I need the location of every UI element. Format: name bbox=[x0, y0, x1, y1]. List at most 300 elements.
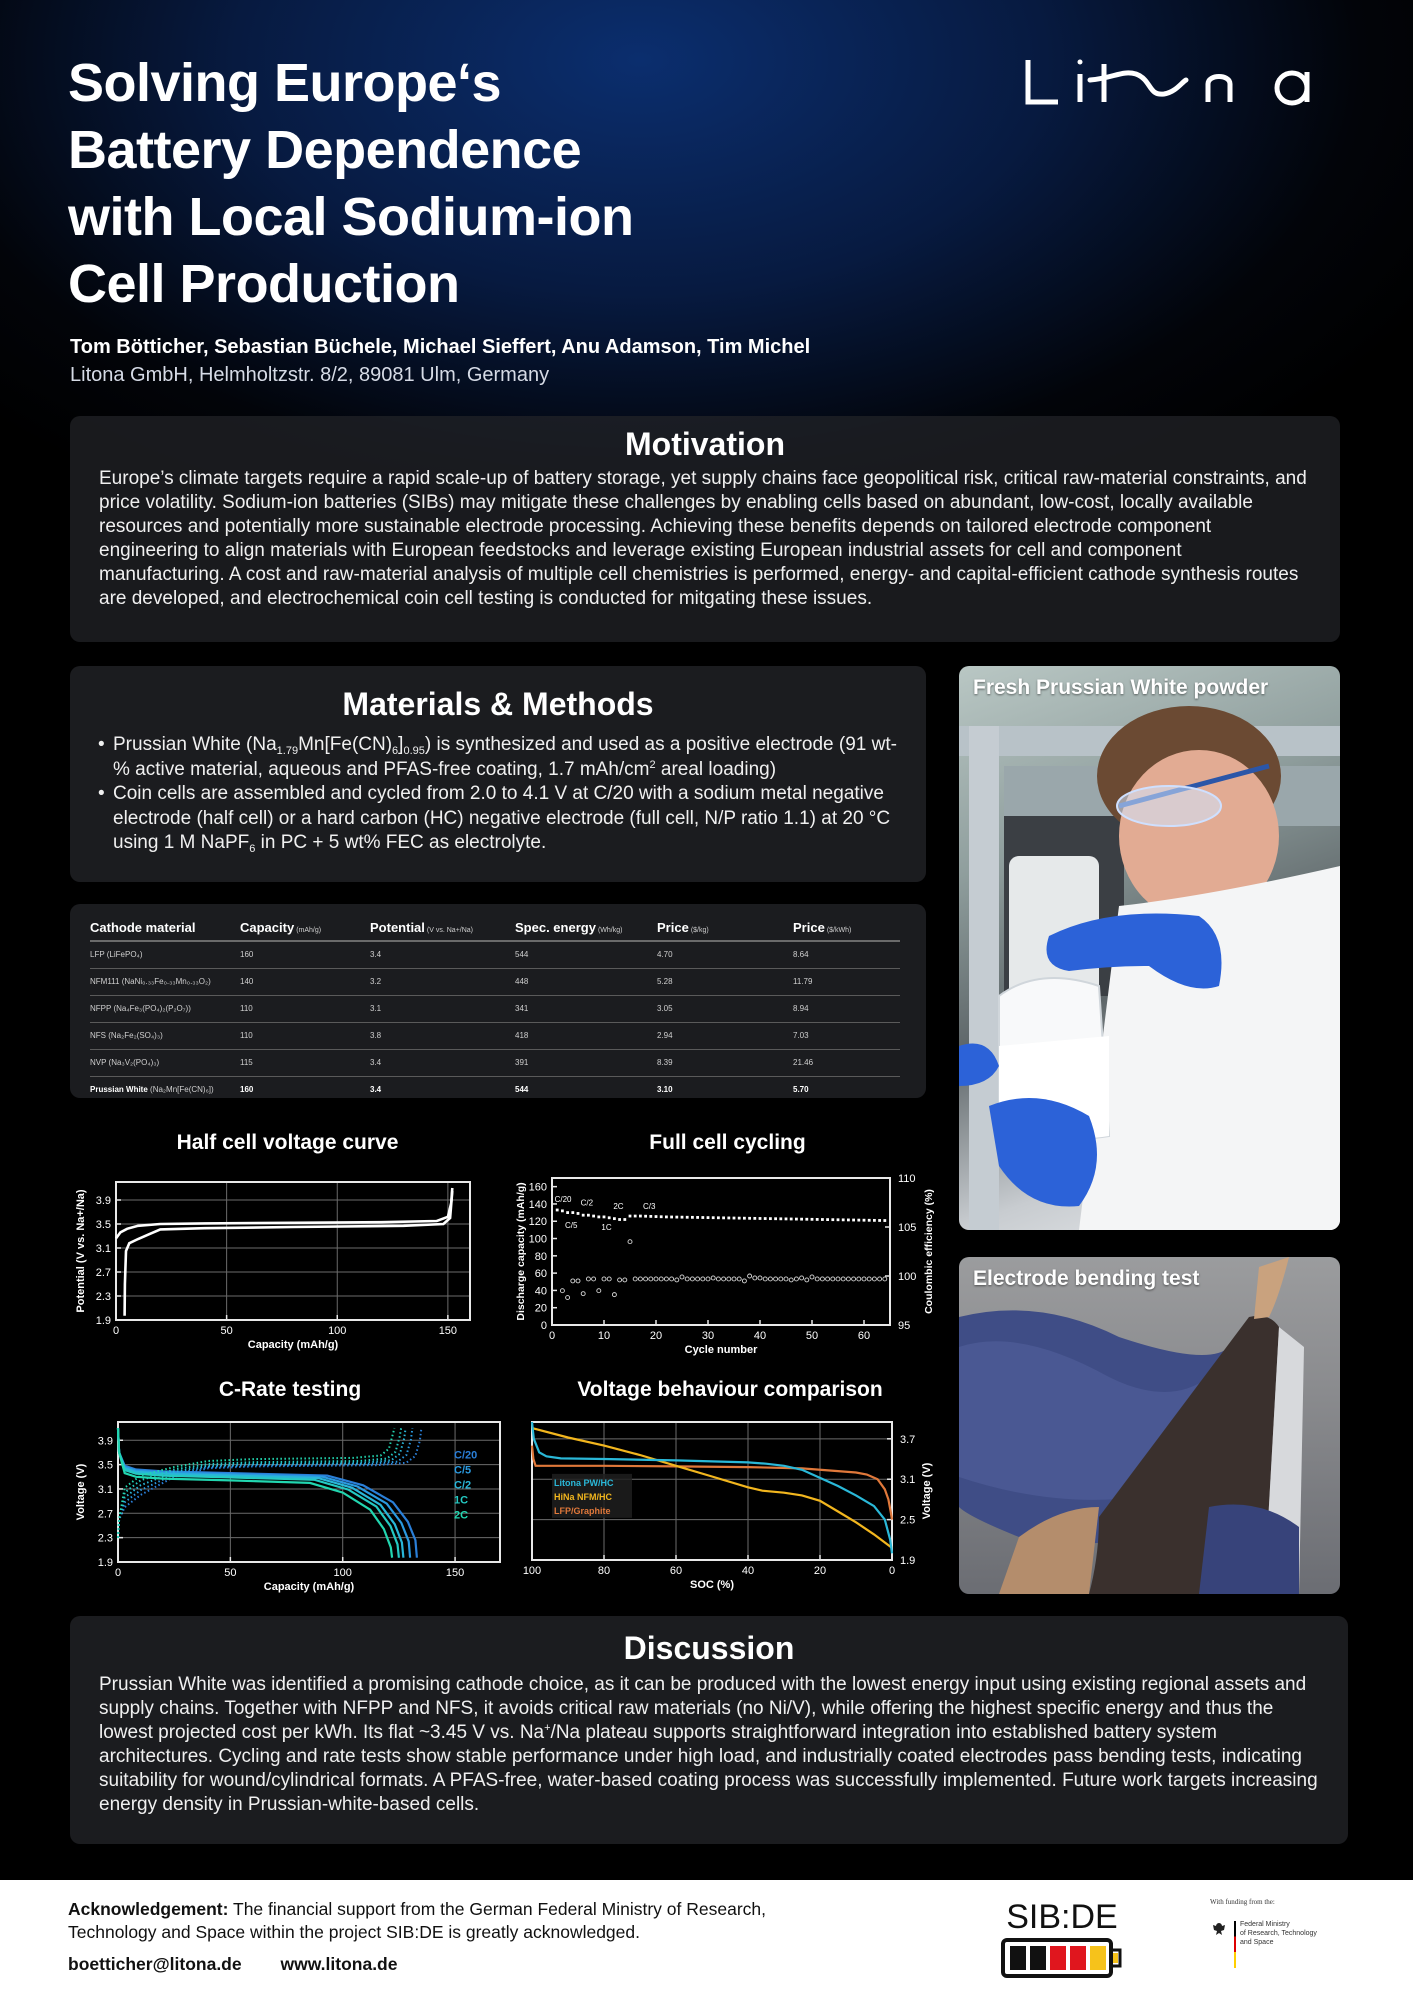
header-label: Cathode material bbox=[90, 920, 196, 935]
motivation-text: Europe’s climate targets require a rapid scale-up of battery storage, yet supply chains face geopolitical risk, critical raw-material constraints, and price volatility. Sodium-ion batteries (SIBs) may mitigate these challenges by enabling cells based on abundant, low-cost, locally available resources and potentially more sustainable electrode processing. Achieving these benefits depends on tailored electrode component engineering to align materials with European feedstocks and leverage existing European industrial assets for cell and component manufacturing. A cost and raw-material analysis of multiple cell chemistries is performed, energy- and capital-efficient cathode synthesis routes are developed, and electrochemical coin cell testing is conducted for mitgating these issues. bbox=[99, 468, 1307, 609]
capacity-point bbox=[826, 1218, 829, 1221]
header-unit: ($/kWh) bbox=[826, 927, 852, 934]
efficiency-point bbox=[774, 1277, 778, 1281]
y-tick-label: 160 bbox=[528, 1181, 547, 1194]
cell-capacity: 140 bbox=[240, 969, 370, 996]
efficiency-point bbox=[633, 1277, 637, 1281]
efficiency-point bbox=[696, 1277, 700, 1281]
efficiency-point bbox=[711, 1276, 715, 1280]
cell-cathode-material bbox=[90, 1077, 240, 1104]
capacity-point bbox=[821, 1218, 824, 1221]
cathode-table bbox=[90, 914, 900, 1103]
efficiency-point bbox=[680, 1275, 684, 1279]
header-label: Price bbox=[657, 920, 689, 935]
y-axis-label: Voltage (V) bbox=[75, 1463, 87, 1521]
title-line: with Local Sodium-ion bbox=[68, 187, 634, 247]
subscript: 6 bbox=[392, 745, 399, 757]
half-cell-chart-title: Half cell voltage curve bbox=[176, 1131, 399, 1154]
charge-curve bbox=[118, 1428, 406, 1538]
capacity-point bbox=[701, 1216, 704, 1219]
cell-capacity: 160 bbox=[240, 1085, 254, 1094]
affiliation: Litona GmbH, Helmholtzstr. 8/2, 89081 Ulm, Germany bbox=[70, 364, 550, 386]
methods-panel bbox=[70, 666, 926, 882]
efficiency-point bbox=[742, 1279, 746, 1283]
efficiency-point bbox=[852, 1277, 856, 1281]
rate-annotation: C/5 bbox=[565, 1221, 578, 1231]
table-header-cell bbox=[90, 914, 240, 941]
acknowledgement bbox=[68, 1898, 828, 1944]
y-axis-label: Potential (V vs. Na+/Na) bbox=[75, 1189, 87, 1313]
y-right-tick-label: 100 bbox=[898, 1271, 917, 1283]
efficiency-point bbox=[649, 1277, 653, 1281]
capacity-point bbox=[649, 1215, 652, 1218]
y-tick-label: 0 bbox=[540, 1320, 547, 1332]
x-tick-label: 80 bbox=[597, 1565, 611, 1577]
legend-label: C/20 bbox=[454, 1449, 478, 1462]
text-run: Prussian White was identified a promising cathode choice, as it can be produced with the lowest energy input using existing regional assets and supply chains. Together with NFPP and NFS, it avoids critical raw materials (no Ni/V), while offering the highest specific energy and thus the lowest projected cost per kWh. Its flat ~3.45 V vs. Na bbox=[99, 1674, 1307, 1743]
table-header-cell bbox=[793, 914, 900, 941]
y-tick-label: 40 bbox=[534, 1285, 547, 1298]
capacity-point bbox=[743, 1217, 746, 1220]
efficiency-point bbox=[618, 1278, 622, 1282]
table-row bbox=[90, 1077, 900, 1104]
y-tick-label: 120 bbox=[528, 1216, 547, 1229]
efficiency-point bbox=[654, 1277, 658, 1281]
full-cell-chart bbox=[510, 1160, 940, 1370]
capacity-point bbox=[831, 1218, 834, 1221]
efficiency-point bbox=[826, 1277, 830, 1281]
rate-annotation: C/3 bbox=[643, 1202, 656, 1212]
capacity-point bbox=[571, 1211, 574, 1214]
y-tick-label: 80 bbox=[534, 1250, 547, 1263]
cell-potential: 3.8 bbox=[370, 1023, 515, 1050]
funding-label: With funding from the: bbox=[1210, 1898, 1275, 1906]
table-row bbox=[90, 941, 900, 969]
efficiency-point bbox=[758, 1276, 762, 1280]
legend-label: C/5 bbox=[454, 1464, 472, 1477]
legend-label: Litona PW/HC bbox=[554, 1477, 614, 1488]
text-run: ] bbox=[398, 734, 404, 755]
y-tick-label: 20 bbox=[534, 1302, 547, 1315]
capacity-point bbox=[686, 1216, 689, 1219]
y-tick-label: 1.9 bbox=[97, 1557, 113, 1569]
capacity-point bbox=[587, 1214, 590, 1217]
half-cell-chart bbox=[70, 1160, 470, 1370]
y-right-tick-label: 105 bbox=[898, 1222, 917, 1234]
efficiency-point bbox=[628, 1240, 632, 1244]
x-tick-label: 150 bbox=[438, 1325, 458, 1337]
efficiency-point bbox=[644, 1277, 648, 1281]
capacity-point bbox=[634, 1215, 637, 1218]
legend-label: 2C bbox=[454, 1509, 469, 1522]
contact-info bbox=[68, 1954, 431, 1975]
efficiency-point bbox=[566, 1296, 570, 1300]
cell-energy: 544 bbox=[515, 941, 657, 969]
cell-potential: 3.4 bbox=[370, 941, 515, 969]
cell-potential: 3.2 bbox=[370, 969, 515, 996]
y-tick-label: 2.7 bbox=[95, 1267, 111, 1279]
y-tick-label: 3.7 bbox=[900, 1433, 916, 1446]
material-formula: (Na₂Fe₂(SO₄)₃) bbox=[108, 1031, 163, 1040]
voltage-comparison-chart bbox=[520, 1410, 940, 1605]
material-name: Prussian White bbox=[90, 1085, 148, 1094]
table-row bbox=[90, 969, 900, 996]
x-tick-label: 0 bbox=[114, 1567, 122, 1579]
capacity-point bbox=[764, 1217, 767, 1220]
ministry-name bbox=[1240, 1920, 1340, 1947]
header-unit: (V vs. Na+/Na) bbox=[426, 927, 474, 934]
capacity-point bbox=[852, 1219, 855, 1222]
capacity-point bbox=[691, 1216, 694, 1219]
efficiency-point bbox=[690, 1277, 694, 1281]
text-run: /Na plateau supports straightforward integration into established battery system architectures. Cycling and rate tests show stable performance under high load, and industrially coated electrodes pass bending tests, indicating suitability for wound/cylindrical formats. A PFAS-free, water-based coating process was successfully implemented. Future work targets increasing energy density in Prussian-white-based cells. bbox=[99, 1722, 1318, 1815]
capacity-point bbox=[748, 1217, 751, 1220]
capacity-point bbox=[623, 1218, 626, 1221]
sibde-logo-text: SIB:DE bbox=[1006, 1898, 1118, 1936]
federal-eagle-icon bbox=[1212, 1922, 1226, 1936]
series-line-charge bbox=[116, 1188, 452, 1238]
x-axis-label: SOC (%) bbox=[690, 1579, 734, 1591]
methods-bullet bbox=[98, 782, 906, 856]
photo-prussian-white-powder bbox=[959, 666, 1340, 1230]
legend-label: C/2 bbox=[454, 1479, 472, 1492]
efficiency-point bbox=[602, 1277, 606, 1281]
header-label: Price bbox=[793, 920, 825, 935]
capacity-point bbox=[608, 1216, 611, 1219]
rate-annotation: C/20 bbox=[554, 1195, 572, 1205]
y-tick-label: 60 bbox=[534, 1268, 547, 1281]
efficiency-point bbox=[805, 1278, 809, 1282]
efficiency-point bbox=[836, 1277, 840, 1281]
legend-label: HiNa NFM/HC bbox=[554, 1491, 612, 1502]
photo-caption: Electrode bending test bbox=[973, 1267, 1200, 1290]
title-line: Solving Europe‘s bbox=[68, 53, 502, 113]
capacity-point bbox=[561, 1209, 564, 1212]
material-formula: (NaNi₀.₃₃Fe₀.₃₃Mn₀.₃₃O₂) bbox=[121, 977, 211, 986]
material-formula: (Na₂Mn[Fe(CN)₆]) bbox=[150, 1085, 214, 1094]
photo-electrode-bending bbox=[959, 1257, 1340, 1594]
x-tick-label: 40 bbox=[741, 1565, 755, 1577]
capacity-point bbox=[863, 1219, 866, 1222]
efficiency-point bbox=[883, 1277, 887, 1281]
efficiency-point bbox=[607, 1277, 611, 1281]
x-tick-label: 20 bbox=[813, 1565, 827, 1577]
table-header-cell bbox=[657, 914, 793, 941]
voltage-comparison-chart-title: Voltage behaviour comparison bbox=[577, 1378, 883, 1401]
material-name: NFPP bbox=[90, 1004, 112, 1013]
email-link[interactable]: boetticher@litona.de bbox=[68, 1954, 242, 1974]
capacity-point bbox=[603, 1216, 606, 1219]
table-row bbox=[90, 996, 900, 1023]
header-label: Potential bbox=[370, 920, 425, 935]
x-tick-label: 40 bbox=[753, 1330, 767, 1342]
capacity-point bbox=[738, 1217, 741, 1220]
capacity-point bbox=[707, 1216, 710, 1219]
header-label: Capacity bbox=[240, 920, 295, 935]
efficiency-point bbox=[592, 1277, 596, 1281]
cell-cathode-material bbox=[90, 996, 240, 1023]
table-header-cell bbox=[370, 914, 515, 941]
cell-potential: 3.4 bbox=[370, 1050, 515, 1077]
capacity-point bbox=[665, 1216, 668, 1219]
cell-cathode-material bbox=[90, 969, 240, 996]
capacity-point bbox=[629, 1215, 632, 1218]
efficiency-point bbox=[857, 1277, 861, 1281]
text-run: areal loading) bbox=[655, 758, 777, 780]
efficiency-point bbox=[820, 1277, 824, 1281]
efficiency-point bbox=[675, 1278, 679, 1282]
motivation-heading: Motivation bbox=[625, 426, 785, 462]
x-tick-label: 50 bbox=[805, 1330, 819, 1342]
plot-frame bbox=[118, 1422, 500, 1562]
text-run: in PC + 5 wt% FEC as electrolyte. bbox=[255, 832, 547, 853]
rate-annotation: C/2 bbox=[580, 1198, 594, 1208]
y-right-tick-label: 95 bbox=[898, 1320, 911, 1332]
cell-cathode-material bbox=[90, 941, 240, 969]
subscript: 0.95 bbox=[403, 745, 425, 757]
efficiency-point bbox=[560, 1289, 564, 1293]
material-formula: (Na₄Fe₃(PO₄)₂(P₂O₇)) bbox=[113, 1004, 191, 1013]
cell-cathode-material bbox=[90, 1023, 240, 1050]
capacity-point bbox=[847, 1219, 850, 1222]
cell-price-kg: 3.10 bbox=[657, 1085, 673, 1094]
german-flag-bar bbox=[1234, 1921, 1236, 1968]
efficiency-point bbox=[748, 1274, 752, 1278]
y-right-tick-label: 110 bbox=[898, 1173, 916, 1185]
efficiency-point bbox=[831, 1277, 835, 1281]
c-rate-chart bbox=[70, 1410, 510, 1605]
capacity-point bbox=[582, 1214, 585, 1217]
discharge-curve bbox=[118, 1428, 410, 1558]
cathode-table-panel bbox=[70, 904, 926, 1098]
cell-price-kwh: 8.64 bbox=[793, 941, 900, 969]
methods-bullet bbox=[98, 733, 906, 782]
efficiency-point bbox=[727, 1277, 731, 1281]
title-line: Cell Production bbox=[68, 254, 460, 314]
capacity-point bbox=[811, 1218, 814, 1221]
y-tick-label: 3.5 bbox=[97, 1459, 113, 1472]
efficiency-point bbox=[716, 1277, 720, 1281]
efficiency-point bbox=[794, 1277, 798, 1281]
capacity-point bbox=[655, 1215, 658, 1218]
efficiency-point bbox=[872, 1277, 876, 1281]
efficiency-point bbox=[867, 1277, 871, 1281]
capacity-point bbox=[613, 1217, 616, 1220]
header-unit: (Wh/kg) bbox=[597, 927, 623, 934]
text-run: ) is synthesized and used as a positive electrode (91 wt-% active material, aqueous and PFAS-free coating, 1.7 mAh/cm bbox=[113, 734, 897, 780]
y-tick-label: 3.1 bbox=[97, 1483, 113, 1496]
efficiency-point bbox=[800, 1276, 804, 1280]
material-name: NVP bbox=[90, 1058, 107, 1067]
capacity-point bbox=[577, 1212, 580, 1215]
superscript: + bbox=[544, 1722, 551, 1734]
website-link[interactable]: www.litona.de bbox=[280, 1954, 398, 1974]
x-tick-label: 100 bbox=[333, 1567, 352, 1579]
capacity-point bbox=[597, 1216, 600, 1219]
y-tick-label: 1.9 bbox=[95, 1315, 111, 1327]
capacity-point bbox=[681, 1216, 684, 1219]
sibde-logo bbox=[1000, 1894, 1124, 1984]
capacity-point bbox=[769, 1217, 772, 1220]
full-cell-chart-title: Full cell cycling bbox=[649, 1131, 806, 1154]
y-tick-label: 3.1 bbox=[95, 1243, 111, 1255]
capacity-point bbox=[618, 1218, 621, 1221]
material-name: LFP bbox=[90, 950, 105, 959]
bending-scene-illustration bbox=[959, 1257, 1340, 1594]
cell-price-kg: 3.05 bbox=[657, 996, 793, 1023]
lab-scene-illustration bbox=[959, 666, 1340, 1230]
efficiency-point bbox=[586, 1277, 590, 1281]
material-formula: (Na₃V₂(PO₄)₃) bbox=[108, 1058, 160, 1067]
efficiency-point bbox=[706, 1277, 710, 1281]
y-tick-label: 2.3 bbox=[95, 1291, 111, 1303]
c-rate-chart-title: C-Rate testing bbox=[218, 1378, 362, 1401]
y-tick-label: 2.5 bbox=[900, 1514, 916, 1527]
text-run: Coin cells are assembled and cycled from 2.0 to 4.1 V at C/20 with a sodium metal negative electrode (half cell) or a hard carbon (HC) negative electrode (full cell, N/P ratio 1.1) at 20 °C using 1 M NaPF bbox=[113, 783, 891, 853]
plot-frame bbox=[116, 1182, 470, 1320]
material-name: NFS bbox=[90, 1031, 106, 1040]
ack-label: Acknowledgement: bbox=[68, 1899, 229, 1919]
cell-energy: 448 bbox=[515, 969, 657, 996]
efficiency-point bbox=[779, 1277, 783, 1281]
authors: Tom Bötticher, Sebastian Büchele, Michael Sieffert, Anu Adamson, Tim Michel bbox=[70, 336, 811, 358]
cell-energy: 418 bbox=[515, 1023, 657, 1050]
efficiency-point bbox=[753, 1276, 757, 1280]
efficiency-point bbox=[768, 1277, 772, 1281]
x-tick-label: 0 bbox=[548, 1330, 556, 1342]
y-right-axis-label: Coulombic efficiency (%) bbox=[923, 1189, 935, 1314]
x-tick-label: 0 bbox=[888, 1565, 896, 1577]
superscript: 2 bbox=[649, 758, 656, 771]
capacity-point bbox=[675, 1216, 678, 1219]
capacity-point bbox=[883, 1219, 886, 1222]
capacity-point bbox=[733, 1217, 736, 1220]
x-tick-label: 50 bbox=[220, 1325, 233, 1337]
litona-logo bbox=[1024, 52, 1344, 108]
efficiency-point bbox=[623, 1278, 627, 1282]
legend-label: LFP/Graphite bbox=[554, 1505, 611, 1516]
capacity-point bbox=[842, 1218, 845, 1221]
cell-capacity: 115 bbox=[240, 1050, 370, 1077]
cell-price-kg: 5.28 bbox=[657, 969, 793, 996]
capacity-point bbox=[592, 1215, 595, 1218]
motivation-panel bbox=[70, 416, 1340, 642]
efficiency-point bbox=[722, 1277, 726, 1281]
cell-price-kg: 8.39 bbox=[657, 1050, 793, 1077]
efficiency-point bbox=[576, 1279, 580, 1283]
x-tick-label: 150 bbox=[445, 1567, 465, 1579]
efficiency-point bbox=[581, 1292, 585, 1296]
material-name: NFM111 bbox=[90, 977, 120, 986]
capacity-point bbox=[785, 1218, 788, 1221]
y-axis-label: Voltage (V) bbox=[921, 1462, 933, 1520]
efficiency-point bbox=[597, 1289, 601, 1293]
efficiency-point bbox=[701, 1277, 705, 1281]
efficiency-point bbox=[659, 1277, 663, 1281]
efficiency-point bbox=[612, 1293, 616, 1297]
cell-capacity: 110 bbox=[240, 1023, 370, 1050]
x-axis-label: Cycle number bbox=[684, 1344, 758, 1356]
capacity-point bbox=[753, 1217, 756, 1220]
y-tick-label: 100 bbox=[528, 1233, 547, 1246]
photo-caption: Fresh Prussian White powder bbox=[973, 676, 1269, 699]
capacity-point bbox=[566, 1211, 569, 1214]
methods-heading: Materials & Methods bbox=[342, 686, 654, 722]
capacity-point bbox=[639, 1215, 642, 1218]
y-tick-label: 2.7 bbox=[97, 1508, 113, 1521]
discharge-curve bbox=[118, 1428, 392, 1558]
efficiency-point bbox=[862, 1277, 866, 1281]
y-axis-label: Discharge capacity (mAh/g) bbox=[515, 1182, 527, 1321]
cell-cathode-material bbox=[90, 1050, 240, 1077]
y-tick-label: 3.1 bbox=[900, 1474, 916, 1487]
text-run: Mn[Fe(CN) bbox=[298, 734, 393, 755]
capacity-point bbox=[878, 1219, 881, 1222]
ministry-line: Federal Ministry bbox=[1240, 1921, 1290, 1928]
title-line: Battery Dependence bbox=[68, 120, 582, 180]
table-header-cell bbox=[240, 914, 370, 941]
y-tick-label: 2.3 bbox=[97, 1532, 113, 1545]
efficiency-point bbox=[732, 1277, 736, 1281]
cell-energy: 391 bbox=[515, 1050, 657, 1077]
capacity-point bbox=[805, 1218, 808, 1221]
header-unit: (mAh/g) bbox=[296, 927, 322, 934]
charge-curve bbox=[118, 1428, 401, 1538]
efficiency-point bbox=[670, 1277, 674, 1281]
cell-price-kwh: 7.03 bbox=[793, 1023, 900, 1050]
efficiency-point bbox=[878, 1277, 882, 1281]
table-header-row bbox=[90, 914, 900, 941]
capacity-point bbox=[816, 1218, 819, 1221]
capacity-point bbox=[790, 1218, 793, 1221]
x-tick-label: 100 bbox=[522, 1565, 542, 1577]
series-line-discharge bbox=[125, 1191, 453, 1316]
capacity-point bbox=[712, 1216, 715, 1219]
cell-energy: 341 bbox=[515, 996, 657, 1023]
efficiency-point bbox=[638, 1277, 642, 1281]
x-tick-label: 10 bbox=[597, 1330, 611, 1342]
x-tick-label: 30 bbox=[701, 1330, 715, 1342]
y-tick-label: 3.5 bbox=[95, 1219, 111, 1231]
cell-potential: 3.4 bbox=[370, 1085, 382, 1094]
efficiency-point bbox=[784, 1277, 788, 1281]
ack-text: The financial support from the German Federal Ministry of Research, Technology and Space within the project SIB:DE is greatly acknowledged. bbox=[68, 1899, 766, 1942]
methods-list bbox=[98, 733, 906, 856]
efficiency-point bbox=[571, 1279, 575, 1283]
y-tick-label: 3.9 bbox=[95, 1195, 111, 1207]
capacity-point bbox=[556, 1209, 559, 1212]
cell-price-kg: 4.70 bbox=[657, 941, 793, 969]
y-tick-label: 1.9 bbox=[900, 1555, 916, 1567]
material-formula: (LiFePO₄) bbox=[106, 950, 143, 959]
y-tick-label: 3.9 bbox=[97, 1435, 113, 1448]
capacity-point bbox=[717, 1216, 720, 1219]
ministry-line: and Space bbox=[1240, 1939, 1274, 1946]
x-tick-label: 60 bbox=[857, 1330, 871, 1342]
capacity-point bbox=[774, 1217, 777, 1220]
cell-price-kwh: 21.46 bbox=[793, 1050, 900, 1077]
discharge-curve bbox=[118, 1428, 403, 1558]
x-tick-label: 50 bbox=[224, 1567, 237, 1579]
table-header-cell bbox=[515, 914, 657, 941]
discharge-curve bbox=[118, 1428, 399, 1558]
discharge-curve bbox=[118, 1428, 417, 1558]
efficiency-point bbox=[789, 1278, 793, 1282]
cell-energy: 544 bbox=[515, 1085, 529, 1094]
x-tick-label: 0 bbox=[112, 1325, 120, 1337]
capacity-point bbox=[779, 1217, 782, 1220]
x-tick-label: 60 bbox=[669, 1565, 683, 1577]
